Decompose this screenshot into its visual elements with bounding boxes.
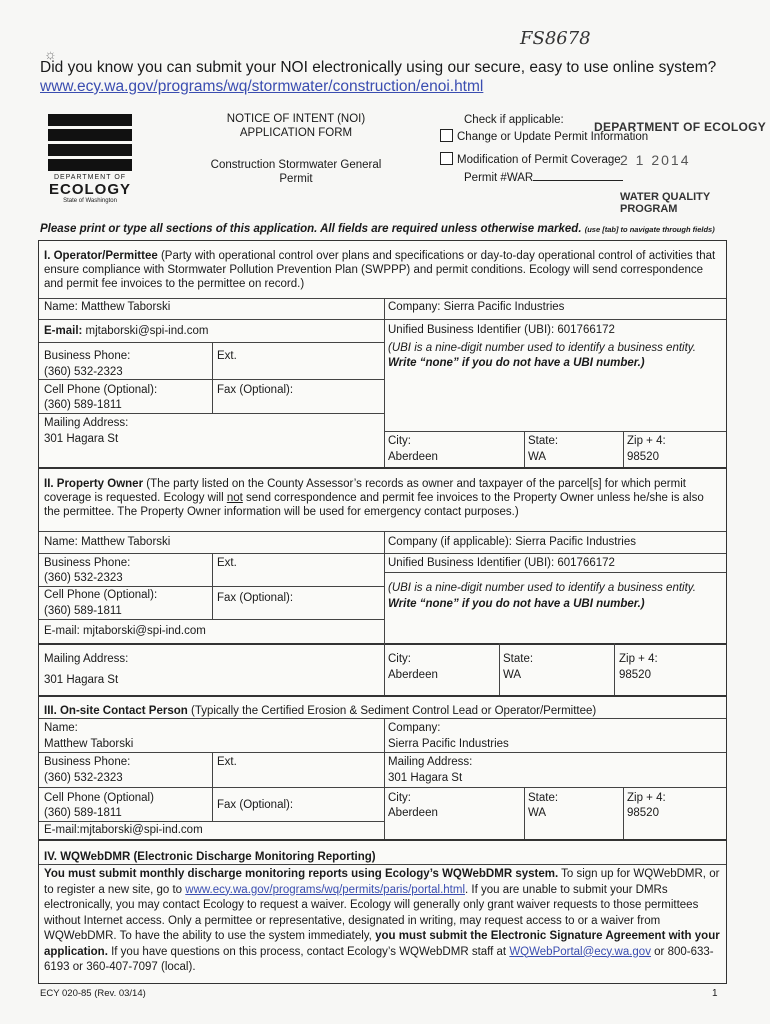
s1-company[interactable]: Company: Sierra Pacific Industries [388, 301, 565, 313]
s3-bphone-label: Business Phone: [44, 756, 131, 768]
s1-bphone[interactable]: (360) 532-2323 [44, 366, 123, 378]
s3-mail-label: Mailing Address: [388, 756, 473, 768]
s3-cell[interactable]: (360) 589-1811 [44, 807, 122, 819]
s4-text-4: or 800-633-6193 or 360-407-7097 (local). [44, 945, 714, 973]
received-stamp-program: WATER QUALITY PROGRAM [620, 191, 711, 215]
form-id: ECY 020-85 (Rev. 03/14) [40, 988, 146, 999]
s2-desc-b: send correspondence and permit fee invoices to the Property Owner unless he/she is also the permittee. The Property Owner information will be used for emergency contact purposes.) [44, 492, 704, 518]
s2-email[interactable]: E-mail: mjtaborski@spi-ind.com [44, 625, 206, 637]
s2-name[interactable]: Name: Matthew Taborski [44, 536, 171, 548]
s1-zip[interactable]: 98520 [627, 451, 659, 463]
s1-email-label: E-mail: [44, 325, 83, 337]
s4-text-1: To sign up for WQWebDMR, or to register a new site, go to [44, 868, 720, 896]
s1-email: mjtaborski@spi-ind.com [85, 325, 209, 337]
s2-zip-label: Zip + 4: [619, 653, 658, 665]
s1-desc: (Party with operational control over plans and specifications or day-to-day operational control of activities that ensure compliance with Stormwater Pollution Prevention Plan (SWPPP) and permit conditions. Ecology will send correspondence and permit fee invoices to the permittee on record.) [44, 250, 716, 290]
s1-zip-label: Zip + 4: [627, 435, 666, 447]
permit-number-field[interactable] [533, 169, 623, 181]
modification-checkbox[interactable] [440, 152, 453, 165]
s2-fax[interactable]: Fax (Optional): [217, 592, 294, 604]
s3-company-label: Company: [388, 722, 441, 734]
s4-text-2: . If you are unable to submit your DMRs electronically, you may contact Ecology to request a waiver. Ecology will generally only grant waiver requests to those permittees without Internet access. Only a permittee or representative, designated in writing, may request access to or a waiver from WQWebDMR. To have the ability to use the system immediately, [44, 883, 699, 942]
s4-bold-1: You must submit monthly discharge monitoring reports using Ecology’s WQWebDMR system. [44, 868, 559, 880]
eform-banner [40, 58, 740, 96]
wqwebportal-email-link[interactable]: WQWebPortal@ecy.wa.gov [509, 945, 651, 958]
s2-desc-a: (The party listed on the County Assessor’s records as owner and taxpayer of the parcel[s] for which permit coverage is requested. Ecology will [44, 478, 686, 504]
s3-cell-label: Cell Phone (Optional) [44, 792, 154, 804]
s3-city[interactable]: Aberdeen [388, 807, 438, 819]
ecology-logo [40, 114, 140, 204]
s1-cell[interactable]: (360) 589-1811 [44, 399, 122, 411]
logo-dept: DEPARTMENT OF [53, 174, 127, 181]
banner-text: Did you know you can submit your NOI electronically using our secure, easy to use online system? [40, 59, 717, 76]
s1-ubi-note-2: Write “none” if you do not have a UBI number.) [388, 357, 645, 369]
s2-cell-label: Cell Phone (Optional): [44, 589, 158, 601]
form-title [196, 112, 396, 186]
s1-city[interactable]: Aberdeen [388, 451, 438, 463]
s2-state-label: State: [503, 653, 534, 665]
s1-heading: I. Operator/Permittee [44, 250, 158, 262]
s2-bphone[interactable]: (360) 532-2323 [44, 572, 123, 584]
s2-city-label: City: [388, 653, 411, 665]
s1-cell-label: Cell Phone (Optional): [44, 384, 158, 396]
s1-mail-label: Mailing Address: [44, 417, 129, 429]
s3-state[interactable]: WA [528, 807, 547, 819]
lightbulb-icon: ☼ [44, 46, 57, 62]
s4-text-3: If you have questions on this process, contact Ecology’s WQWebDMR staff at [107, 945, 510, 958]
s1-state[interactable]: WA [528, 451, 547, 463]
s3-state-label: State: [528, 792, 559, 804]
s3-zip-label: Zip + 4: [627, 792, 666, 804]
s3-mail[interactable]: 301 Hagara St [388, 772, 463, 784]
instructions-hint: (use [tab] to navigate through fields) [584, 225, 715, 234]
s3-company[interactable]: Sierra Pacific Industries [388, 738, 509, 750]
logo-graphic [40, 114, 140, 171]
s2-cell[interactable]: (360) 589-1811 [44, 605, 122, 617]
s1-fax[interactable]: Fax (Optional): [217, 384, 294, 396]
s1-mail[interactable]: 301 Hagara St [44, 433, 119, 445]
s3-header [44, 704, 720, 718]
s2-header [44, 477, 720, 519]
s3-fax[interactable]: Fax (Optional): [217, 799, 294, 811]
logo-state: State of Washington [63, 198, 117, 204]
page-number: 1 [712, 988, 718, 999]
s2-heading: II. Property Owner [44, 478, 144, 490]
s2-ubi[interactable]: Unified Business Identifier (UBI): 601766172 [388, 557, 615, 569]
s2-ubi-note-1: (UBI is a nine-digit number used to identify a business entity. [388, 582, 696, 594]
s2-mail[interactable]: 301 Hagara St [44, 674, 119, 686]
s2-ubi-note-2: Write “none” if you do not have a UBI number.) [388, 598, 645, 610]
enoi-link[interactable]: www.ecy.wa.gov/programs/wq/stormwater/construction/enoi.html [40, 78, 484, 95]
s2-zip[interactable]: 98520 [619, 669, 651, 681]
s1-ext[interactable]: Ext. [217, 350, 237, 362]
title-line-4: Permit [279, 173, 313, 185]
s2-ext[interactable]: Ext. [217, 557, 237, 569]
s3-email[interactable]: E-mail:mjtaborski@spi-ind.com [44, 824, 203, 836]
received-stamp-date: 2 1 2014 [620, 152, 691, 168]
s1-bphone-label: Business Phone: [44, 350, 131, 362]
s4-paragraph [44, 867, 720, 976]
s1-ubi-note-1: (UBI is a nine-digit number used to identify a business entity. [388, 342, 696, 354]
s2-desc-not: not [226, 492, 243, 504]
s1-header [44, 249, 720, 291]
s4-heading: IV. WQWebDMR (Electronic Discharge Monitoring Reporting) [44, 851, 376, 863]
s3-ext[interactable]: Ext. [217, 756, 237, 768]
s1-state-label: State: [528, 435, 559, 447]
received-stamp-dept: DEPARTMENT OF ECOLOGY [594, 120, 767, 134]
s2-bphone-label: Business Phone: [44, 557, 131, 569]
s3-zip[interactable]: 98520 [627, 807, 659, 819]
s1-city-label: City: [388, 435, 411, 447]
title-line-1: NOTICE OF INTENT (NOI) [226, 113, 366, 125]
s2-mail-label: Mailing Address: [44, 653, 129, 665]
check-heading: Check if applicable: [464, 114, 564, 126]
s1-email-row[interactable] [44, 324, 208, 338]
s4-bold-2: you must submit the Electronic Signature Agreement with your application. [44, 930, 720, 958]
s3-name-label: Name: [44, 722, 78, 734]
s3-desc: (Typically the Certified Erosion & Sediment Control Lead or Operator/Permittee) [190, 705, 597, 717]
s3-heading: III. On-site Contact Person [44, 705, 188, 717]
s1-ubi[interactable]: Unified Business Identifier (UBI): 601766172 [388, 324, 615, 336]
logo-name: ECOLOGY [48, 181, 131, 198]
title-line-2: APPLICATION FORM [239, 127, 353, 139]
s3-city-label: City: [388, 792, 411, 804]
s3-bphone[interactable]: (360) 532-2323 [44, 772, 123, 784]
title-line-3: Construction Stormwater General [210, 159, 382, 171]
modification-label: Modification of Permit Coverage [457, 154, 621, 166]
s3-name[interactable]: Matthew Taborski [44, 738, 134, 750]
noi-form [38, 240, 727, 984]
change-update-checkbox[interactable] [440, 129, 453, 142]
s2-company[interactable]: Company (if applicable): Sierra Pacific Industries [388, 536, 636, 548]
instructions-main: Please print or type all sections of this application. All fields are required unless otherwise marked. [40, 223, 582, 235]
s1-name[interactable]: Name: Matthew Taborski [44, 301, 171, 313]
paris-portal-link[interactable]: www.ecy.wa.gov/programs/wq/permits/paris/portal.html [185, 883, 465, 896]
handwritten-note: FS8678 [520, 28, 591, 49]
change-update-label: Change or Update Permit Information [457, 131, 649, 143]
s2-city[interactable]: Aberdeen [388, 669, 438, 681]
instructions [40, 223, 740, 235]
s2-state[interactable]: WA [503, 669, 522, 681]
permit-number-label: Permit #WAR [464, 172, 534, 184]
